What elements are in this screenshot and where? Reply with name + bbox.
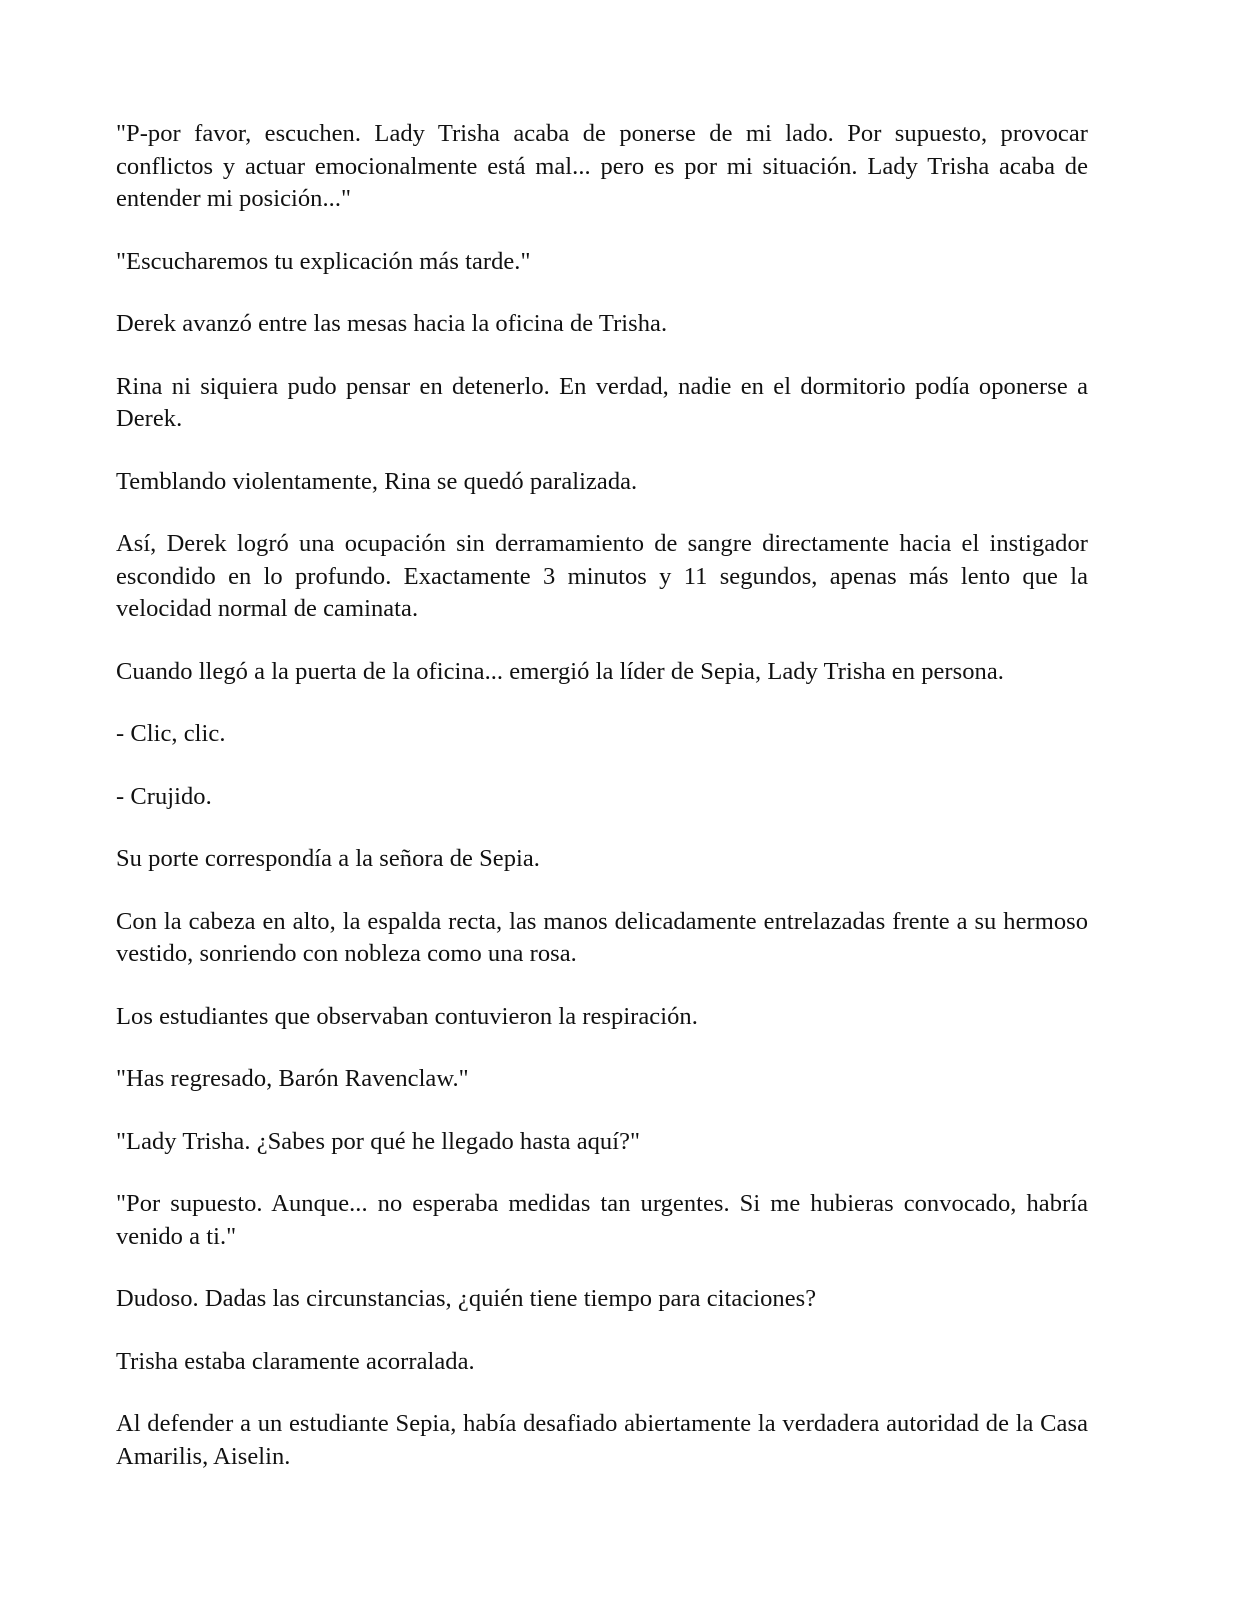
paragraph: Cuando llegó a la puerta de la oficina... emergió la líder de Sepia, Lady Trisha en persona. xyxy=(116,657,1004,685)
paragraph: Dudoso. Dadas las circunstancias, ¿quién tiene tiempo para citaciones? xyxy=(116,1285,817,1312)
paragraph: Su porte correspondía a la señora de Sepia. xyxy=(116,845,540,872)
paragraph: Trisha estaba claramente acorralada. xyxy=(116,1347,475,1375)
paragraph: Temblando violentamente, Rina se quedó paralizada. xyxy=(116,467,638,495)
paragraph: - Clic, clic. xyxy=(116,720,226,747)
paragraph: Los estudiantes que observaban contuvieron la respiración. xyxy=(116,1002,698,1030)
paragraph: Derek avanzó entre las mesas hacia la oficina de Trisha. xyxy=(116,310,668,337)
paragraph: - Crujido. xyxy=(116,782,212,810)
paragraph: "Escucharemos tu explicación más tarde." xyxy=(116,247,531,275)
paragraph: "Has regresado, Barón Ravenclaw." xyxy=(116,1065,469,1092)
document-page xyxy=(116,118,1088,1503)
paragraph: Rina ni siquiera pudo pensar en detenerlo. En verdad, nadie en el dormitorio podía oponerse a Derek. xyxy=(116,372,1088,432)
paragraph: "Por supuesto. Aunque... no esperaba medidas tan urgentes. Si me hubieras convocado, habría venido a ti." xyxy=(116,1190,1088,1250)
paragraph: Al defender a un estudiante Sepia, había desafiado abiertamente la verdadera autoridad de la Casa Amarilis, Aiselin. xyxy=(116,1410,1088,1470)
paragraph: "P-por favor, escuchen. Lady Trisha acaba de ponerse de mi lado. Por supuesto, provocar conflictos y actuar emocionalmente está mal... pero es por mi situación. Lady Trisha acaba de entender mi posición..." xyxy=(116,120,1088,212)
paragraph: "Lady Trisha. ¿Sabes por qué he llegado hasta aquí?" xyxy=(116,1127,641,1155)
paragraph: Con la cabeza en alto, la espalda recta, las manos delicadamente entrelazadas frente a su hermoso vestido, sonriendo con nobleza como una rosa. xyxy=(116,907,1088,967)
paragraph: Así, Derek logró una ocupación sin derramamiento de sangre directamente hacia el instigador escondido en lo profundo. Exactamente 3 minutos y 11 segundos, apenas más lento que la velocidad normal de caminata. xyxy=(116,530,1088,622)
